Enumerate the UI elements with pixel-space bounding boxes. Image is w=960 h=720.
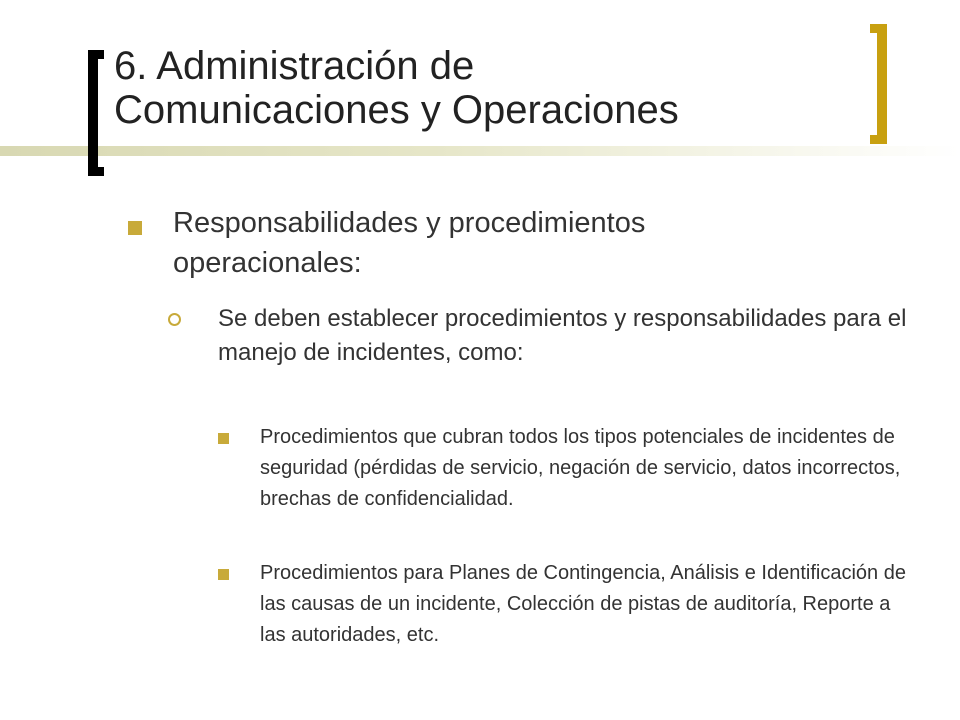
square-bullet-icon [218, 433, 229, 444]
bullet-level-1-text: Responsabilidades y procedimientos operacionales: [173, 207, 646, 279]
slide-title-line-1: 6. Administración de [114, 44, 475, 88]
square-bullet-icon [218, 569, 229, 580]
left-bracket-decoration [88, 50, 104, 176]
bullet-level-2-text: Se deben establecer procedimientos y responsabilidades para el manejo de incidentes, como: [218, 305, 907, 366]
title-band [0, 146, 960, 156]
ring-bullet-icon [168, 313, 181, 326]
bullet-level-3-text: Procedimientos que cubran todos los tipos potenciales de incidentes de seguridad (pérdidas de servicio, negación de servicio, datos incorrectos, brechas de confidencialidad. [260, 426, 901, 510]
bullet-level-3-text: Procedimientos para Planes de Contingencia, Análisis e Identificación de las causas de un incidente, Colección de pistas de auditoría, Reporte a las autoridades, etc. [260, 562, 906, 646]
right-bracket-decoration [870, 24, 887, 144]
slide-title-line-2: Comunicaciones y Operaciones [114, 88, 679, 132]
square-bullet-icon [128, 221, 142, 235]
slide-title [114, 44, 854, 132]
